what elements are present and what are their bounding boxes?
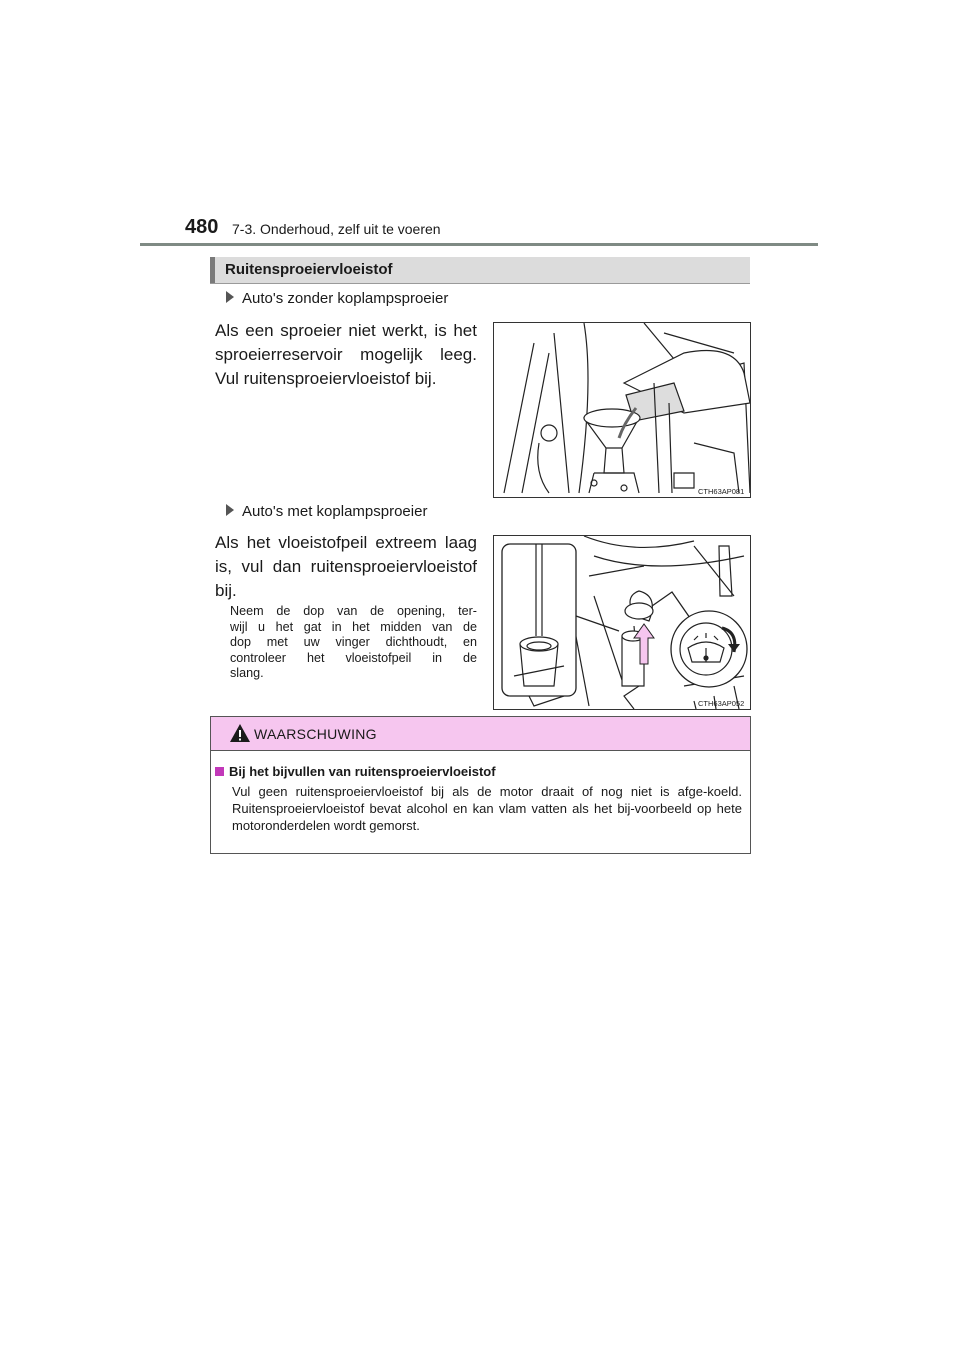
figure-code: CTH63AP052	[698, 699, 745, 708]
warning-title: WAARSCHUWING	[254, 726, 377, 742]
triangle-bullet-icon	[226, 504, 234, 516]
note-line: dop met uw vinger dichthoudt, en	[230, 635, 477, 649]
section-heading-bar	[210, 257, 750, 284]
warning-box	[210, 716, 751, 854]
heading-accent	[210, 257, 215, 283]
note-line: wijl u het gat in het midden van de	[230, 619, 477, 634]
paragraph-line: is, vul dan ruitensproeiervloeistof	[215, 557, 477, 576]
cap-illustration	[494, 536, 750, 709]
paragraph-line: Als een sproeier niet werkt, is het	[215, 321, 477, 340]
square-bullet-icon	[215, 767, 224, 776]
page-number: 480	[185, 216, 219, 238]
paragraph-2	[215, 531, 477, 603]
note-line: slang.	[230, 666, 264, 680]
note-check-level	[230, 604, 477, 682]
bullet-label: Auto's zonder koplampsproeier	[242, 290, 449, 307]
bullet-without-headlamp-washer	[226, 290, 448, 307]
warning-header	[211, 717, 750, 751]
paragraph-line: Als het vloeistofpeil extreem laag	[215, 533, 477, 552]
bullet-label: Auto's met koplampsproeier	[242, 503, 428, 520]
header-rule	[140, 243, 818, 246]
paragraph-1	[215, 319, 477, 391]
paragraph-line: sproeierreservoir mogelijk leeg.	[215, 345, 477, 364]
section-title: 7-3. Onderhoud, zelf uit te voeren	[232, 221, 441, 237]
triangle-bullet-icon	[226, 291, 234, 303]
bullet-with-headlamp-washer	[226, 503, 427, 520]
section-heading: Ruitensproeiervloeistof	[225, 261, 393, 278]
note-line: Neem de dop van de opening, ter-	[230, 604, 477, 618]
paragraph-line: bij.	[215, 581, 237, 600]
paragraph-line: Vul ruitensproeiervloeistof bij.	[215, 369, 437, 388]
figure-code: CTH63AP081	[698, 487, 745, 496]
funnel-illustration	[494, 323, 750, 497]
warning-subtitle-row	[215, 764, 496, 779]
warning-triangle-icon	[229, 723, 251, 743]
note-line: controleer het vloeistofpeil in de	[230, 650, 477, 665]
figure-cap-removal	[493, 535, 751, 710]
figure-refill-funnel	[493, 322, 751, 498]
warning-text: Vul geen ruitensproeiervloeistof bij als de motor draait of nog niet is afge-koeld. Ruitensproeiervloeistof bevat alcohol en kan vlam vatten als het bij-voorbeeld op hete motoronderdelen wordt gemorst.	[232, 784, 742, 833]
warning-subtitle: Bij het bijvullen van ruitensproeiervloeistof	[229, 764, 496, 779]
